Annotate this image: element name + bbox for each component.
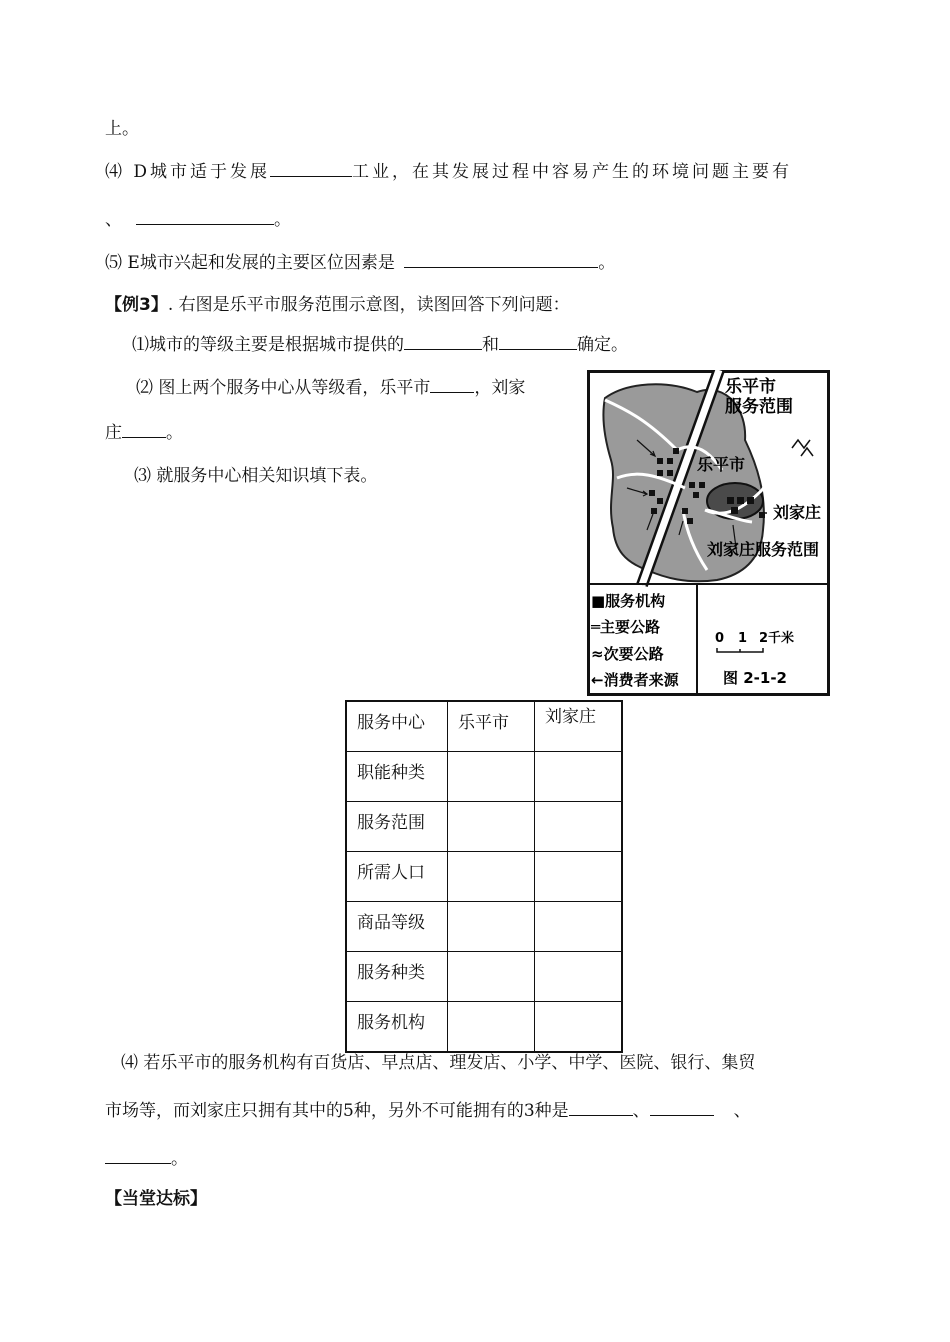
table-row — [346, 852, 622, 902]
blank-q2-a[interactable] — [430, 376, 474, 393]
row-label: 所需人口 — [346, 852, 448, 902]
table-row — [346, 802, 622, 852]
label-city-range-2: 服务范围 — [725, 397, 793, 417]
blank-q4-a[interactable] — [569, 1099, 633, 1116]
blank-q1-b[interactable] — [499, 333, 577, 350]
answer-cell[interactable] — [535, 852, 623, 902]
section-title: 【当堂达标】 — [105, 1189, 207, 1209]
q4-end: 。 — [171, 1149, 188, 1169]
blank-location-factor[interactable] — [404, 251, 598, 268]
scale-tick-1: 1 — [738, 631, 748, 646]
q3-tail: 上。 — [105, 119, 139, 139]
q4-sep1: 、 — [632, 1101, 650, 1121]
answer-cell[interactable] — [448, 852, 535, 902]
q2-mid: ，刘家 — [474, 378, 526, 398]
q3-sub5-prefix: ⑸ E城市兴起和发展的主要区位因素是 — [105, 253, 401, 273]
label-village-range: 刘家庄服务范围 — [707, 540, 820, 559]
blank-q4-c[interactable] — [105, 1147, 171, 1164]
label-city: 乐平市 — [697, 455, 746, 474]
example3-q1 — [132, 330, 628, 355]
q2-prefix: ⑵ 图上两个服务中心从等级看，乐平市 — [136, 378, 431, 398]
table-row — [346, 952, 622, 1002]
q2-end: 。 — [166, 423, 183, 443]
example-tag: 【例3】 — [105, 295, 168, 315]
row-label: 服务范围 — [346, 802, 448, 852]
header-cell: 乐平市 — [448, 701, 535, 752]
example3-q2-cont — [105, 418, 183, 443]
q3-sub5 — [105, 248, 615, 273]
table-row — [346, 902, 622, 952]
answer-cell[interactable] — [448, 1002, 535, 1053]
q3-sub4-cont — [105, 205, 291, 230]
q3-sub4-sep: 、 — [105, 210, 122, 230]
blank-q4-b[interactable] — [650, 1099, 714, 1116]
answer-cell[interactable] — [535, 1002, 623, 1053]
row-label: 服务种类 — [346, 952, 448, 1002]
figure-number: 图 2-1-2 — [723, 669, 787, 687]
row-label: 职能种类 — [346, 752, 448, 802]
legend-main-road: ═主要公路 — [591, 618, 661, 636]
service-center-table — [345, 700, 623, 1053]
legend-service: ■服务机构 — [591, 592, 666, 610]
row-label: 服务机构 — [346, 1002, 448, 1053]
legend-secondary-road: ≈次要公路 — [591, 645, 664, 663]
answer-cell[interactable] — [535, 902, 623, 952]
row-label: 商品等级 — [346, 902, 448, 952]
blank-industry[interactable] — [270, 160, 352, 177]
q1-end: 确定。 — [577, 335, 628, 355]
scale-tick-0: 0 — [715, 631, 725, 646]
label-city-range-1: 乐平市 — [725, 377, 776, 397]
legend-consumer-source: ←消费者来源 — [591, 671, 679, 689]
example3-q3: ⑶ 就服务中心相关知识填下表。 — [134, 466, 378, 486]
q4-prefix: 市场等，而刘家庄只拥有其中的5种，另外不可能拥有的3种是 — [105, 1101, 569, 1121]
answer-cell[interactable] — [448, 902, 535, 952]
q3-sub4-prefix: ⑷ D城市适于发展 — [105, 162, 271, 182]
example3-q2 — [136, 373, 525, 398]
blank-q2-b[interactable] — [122, 421, 166, 438]
example3-q4-line3 — [105, 1144, 188, 1169]
q3-sub4-mid: 工业，在其发展过程中容易产生的环境问题主要有 — [352, 162, 793, 182]
service-range-map — [587, 370, 830, 696]
q3-sub4-end: 。 — [274, 210, 291, 230]
answer-cell[interactable] — [535, 802, 623, 852]
q3-sub4 — [105, 157, 792, 182]
q3-sub5-end: 。 — [598, 253, 616, 273]
example3-intro — [105, 290, 570, 315]
answer-cell[interactable] — [448, 802, 535, 852]
blank-env-problem[interactable] — [136, 208, 274, 225]
q4-sep2: 、 — [733, 1101, 751, 1121]
answer-cell[interactable] — [448, 752, 535, 802]
example-intro-text: . 右图是乐平市服务范围示意图，读图回答下列问题： — [167, 295, 570, 315]
table-row — [346, 1002, 622, 1053]
scale-tick-2: 2千米 — [759, 631, 795, 646]
answer-cell[interactable] — [535, 752, 623, 802]
example3-q4-line2 — [105, 1096, 751, 1121]
table-row — [346, 752, 622, 802]
q1-prefix: ⑴城市的等级主要是根据城市提供的 — [132, 335, 404, 355]
answer-cell[interactable] — [448, 952, 535, 1002]
blank-q1-a[interactable] — [404, 333, 482, 350]
header-cell: 服务中心 — [346, 701, 448, 752]
label-village: 刘家庄 — [773, 503, 822, 522]
q2-cont: 庄 — [105, 423, 122, 443]
q1-mid: 和 — [482, 335, 499, 355]
example3-q4-line1: ⑷ 若乐平市的服务机构有百货店、早点店、理发店、小学、中学、医院、银行、集贸 — [121, 1053, 756, 1073]
answer-cell[interactable] — [535, 952, 623, 1002]
header-cell: 刘家庄 — [535, 701, 623, 752]
table-header-row — [346, 701, 622, 752]
